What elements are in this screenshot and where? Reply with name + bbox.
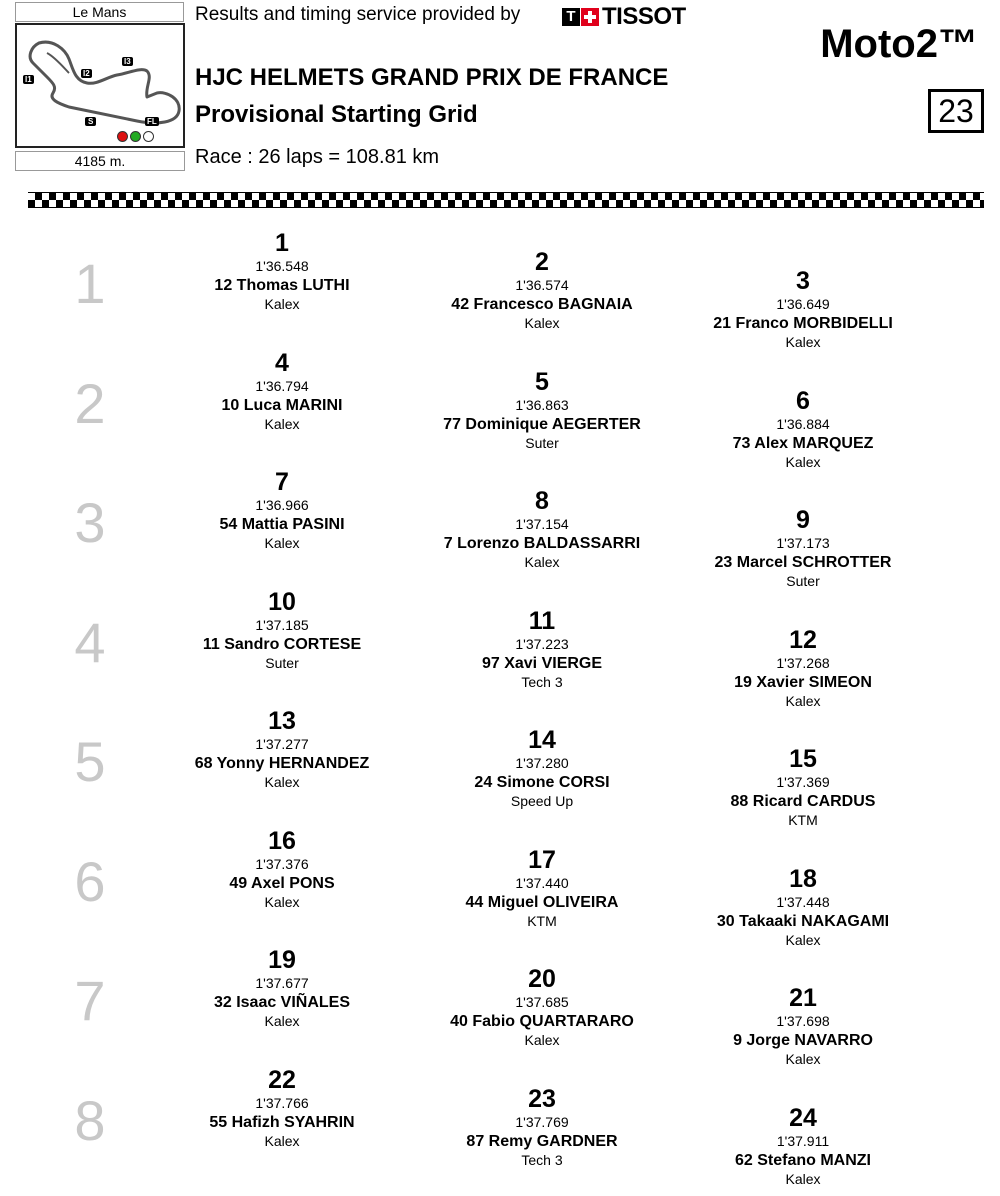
rider-name: 87 Remy GARDNER [466,1133,618,1150]
lap-time: 1'37.911 [776,1133,830,1149]
grid-row-number: 3 [74,491,106,554]
grid-slot [678,627,928,711]
grid-position: 22 [268,1066,296,1094]
session-title: Provisional Starting Grid [195,101,478,128]
grid-position: 9 [796,506,810,534]
rider-name: 32 Isaac VIÑALES [213,994,351,1011]
lap-time: 1'37.685 [515,994,569,1010]
grid-position: 12 [789,626,817,654]
rider-name: 49 Axel PONS [229,875,335,892]
team-name: Suter [265,655,299,671]
lap-time: 1'37.766 [255,1095,309,1111]
grid-position: 20 [528,965,556,993]
traffic-lights-icon [117,131,154,142]
provided-by-text: Results and timing service provided by [195,4,521,25]
tissot-mark: T [562,8,580,26]
team-name: Kalex [264,296,300,312]
lap-time: 1'37.268 [776,655,830,671]
team-name: Kalex [264,1133,300,1149]
map-label-s: S [85,117,96,126]
lap-time: 1'37.277 [255,736,309,752]
grid-position: 6 [796,387,810,415]
grid-slot [417,847,667,931]
lap-time: 1'37.448 [776,894,830,910]
checkered-flag-divider [28,192,984,208]
team-name: Tech 3 [521,1152,563,1168]
team-name: KTM [527,913,557,929]
team-name: KTM [788,812,818,828]
team-name: Kalex [785,693,821,709]
rider-name: 44 Miguel OLIVEIRA [465,894,619,911]
rider-name: 12 Thomas LUTHI [214,277,350,294]
grid-slot [157,350,407,434]
grid-position: 23 [528,1085,556,1113]
rider-name: 24 Simone CORSI [474,774,610,791]
team-name: Kalex [785,1051,821,1067]
grid-position: 1 [275,229,289,257]
grid-slot [417,608,667,692]
map-label-fl: FL [147,117,157,126]
grid-slot [157,469,407,553]
grid-slot [417,488,667,572]
rider-name: 21 Franco MORBIDELLI [713,315,893,332]
rider-name: 68 Yonny HERNANDEZ [194,755,370,772]
circuit-length: 4185 m. [15,151,185,171]
grid-position: 4 [275,349,289,377]
grid-slot [417,369,667,453]
grid-position: 21 [789,984,817,1012]
team-name: Kalex [264,416,300,432]
lap-time: 1'37.376 [255,856,309,872]
grid-row-number: 8 [74,1089,106,1152]
grid-position: 19 [268,946,296,974]
team-name: Kalex [785,932,821,948]
team-name: Kalex [524,315,560,331]
team-name: Kalex [785,454,821,470]
grid-slot [157,1067,407,1151]
grid-slot [678,268,928,352]
grid-slot [678,985,928,1069]
lap-time: 1'37.769 [515,1114,569,1130]
lap-time: 1'36.966 [255,497,309,513]
grid-position: 7 [275,468,289,496]
track-map-icon [17,25,183,146]
grid-slot [157,708,407,792]
team-name: Speed Up [510,793,574,809]
rider-name: 23 Marcel SCHROTTER [714,554,892,571]
grid-slot [417,727,667,811]
grid-slot [678,507,928,591]
team-name: Kalex [264,535,300,551]
team-name: Kalex [524,554,560,570]
rider-name: 97 Xavi VIERGE [481,655,603,672]
rider-name: 11 Sandro CORTESE [202,636,362,653]
event-title: HJC HELMETS GRAND PRIX DE FRANCE [195,64,669,91]
rider-name: 7 Lorenzo BALDASSARRI [443,535,641,552]
rider-name: 19 Xavier SIMEON [734,674,872,691]
swiss-cross-icon [581,8,599,26]
team-name: Kalex [785,334,821,350]
grid-position: 15 [789,745,817,773]
grid-slot [157,947,407,1031]
lap-time: 1'37.698 [776,1013,830,1029]
class-name: Moto2™ [820,22,978,66]
team-name: Kalex [264,1013,300,1029]
rider-name: 42 Francesco BAGNAIA [451,296,633,313]
grid-position: 11 [528,607,556,635]
circuit-name: Le Mans [15,2,184,22]
grid-slot [678,388,928,472]
grid-slot [417,1086,667,1170]
grid-slot [678,746,928,830]
rider-name: 30 Takaaki NAKAGAMI [716,913,890,930]
grid-slot [678,1105,928,1189]
grid-position: 3 [796,267,810,295]
lap-time: 1'36.649 [776,296,830,312]
rider-name: 54 Mattia PASINI [219,516,345,533]
rider-name: 73 Alex MARQUEZ [732,435,874,452]
grid-position: 18 [789,865,817,893]
grid-slot [417,966,667,1050]
rider-name: 88 Ricard CARDUS [730,793,876,810]
page-number: 23 [928,89,984,133]
lap-time: 1'37.154 [515,516,569,532]
tissot-logo [562,5,686,29]
grid-row-number: 1 [74,252,106,315]
grid-slot [417,249,667,333]
grid-row-number: 2 [74,372,106,435]
grid-position: 14 [528,726,556,754]
grid-row-number: 5 [74,730,106,793]
lap-time: 1'37.280 [515,755,569,771]
grid-row-number: 6 [74,850,106,913]
team-name: Kalex [524,1032,560,1048]
rider-name: 10 Luca MARINI [221,397,343,414]
team-name: Suter [525,435,559,451]
lap-time: 1'36.884 [776,416,830,432]
lap-time: 1'37.185 [255,617,309,633]
grid-position: 2 [535,248,549,276]
grid-position: 8 [535,487,549,515]
grid-position: 24 [789,1104,817,1132]
grid-slot [157,828,407,912]
lap-time: 1'37.440 [515,875,569,891]
race-info: Race : 26 laps = 108.81 km [195,146,440,168]
grid-row-number: 7 [74,969,106,1032]
track-map [15,23,185,148]
grid-position: 17 [528,846,556,874]
team-name: Tech 3 [521,674,563,690]
rider-name: 62 Stefano MANZI [734,1152,871,1169]
map-label-i3: I3 [124,57,131,66]
team-name: Suter [786,573,820,589]
team-name: Kalex [264,894,300,910]
lap-time: 1'37.677 [255,975,309,991]
lap-time: 1'37.223 [515,636,569,652]
rider-name: 55 Hafizh SYAHRIN [209,1114,355,1131]
team-name: Kalex [785,1171,821,1187]
grid-slot [678,866,928,950]
grid-position: 16 [268,827,296,855]
lap-time: 1'37.173 [776,535,830,551]
grid-position: 13 [268,707,296,735]
rider-name: 40 Fabio QUARTARARO [450,1013,634,1030]
grid-position: 5 [535,368,549,396]
lap-time: 1'36.794 [255,378,309,394]
grid-slot [157,230,407,314]
team-name: Kalex [264,774,300,790]
rider-name: 9 Jorge NAVARRO [733,1032,873,1049]
lap-time: 1'37.369 [776,774,830,790]
tissot-wordmark: TISSOT [602,3,686,30]
lap-time: 1'36.574 [515,277,569,293]
rider-name: 77 Dominique AEGERTER [443,416,641,433]
map-label-i2: I2 [83,69,90,78]
grid-position: 10 [268,588,296,616]
grid-slot [157,589,407,673]
lap-time: 1'36.548 [255,258,309,274]
map-label-i1: I1 [25,75,32,84]
lap-time: 1'36.863 [515,397,569,413]
grid-row-number: 4 [74,611,106,674]
